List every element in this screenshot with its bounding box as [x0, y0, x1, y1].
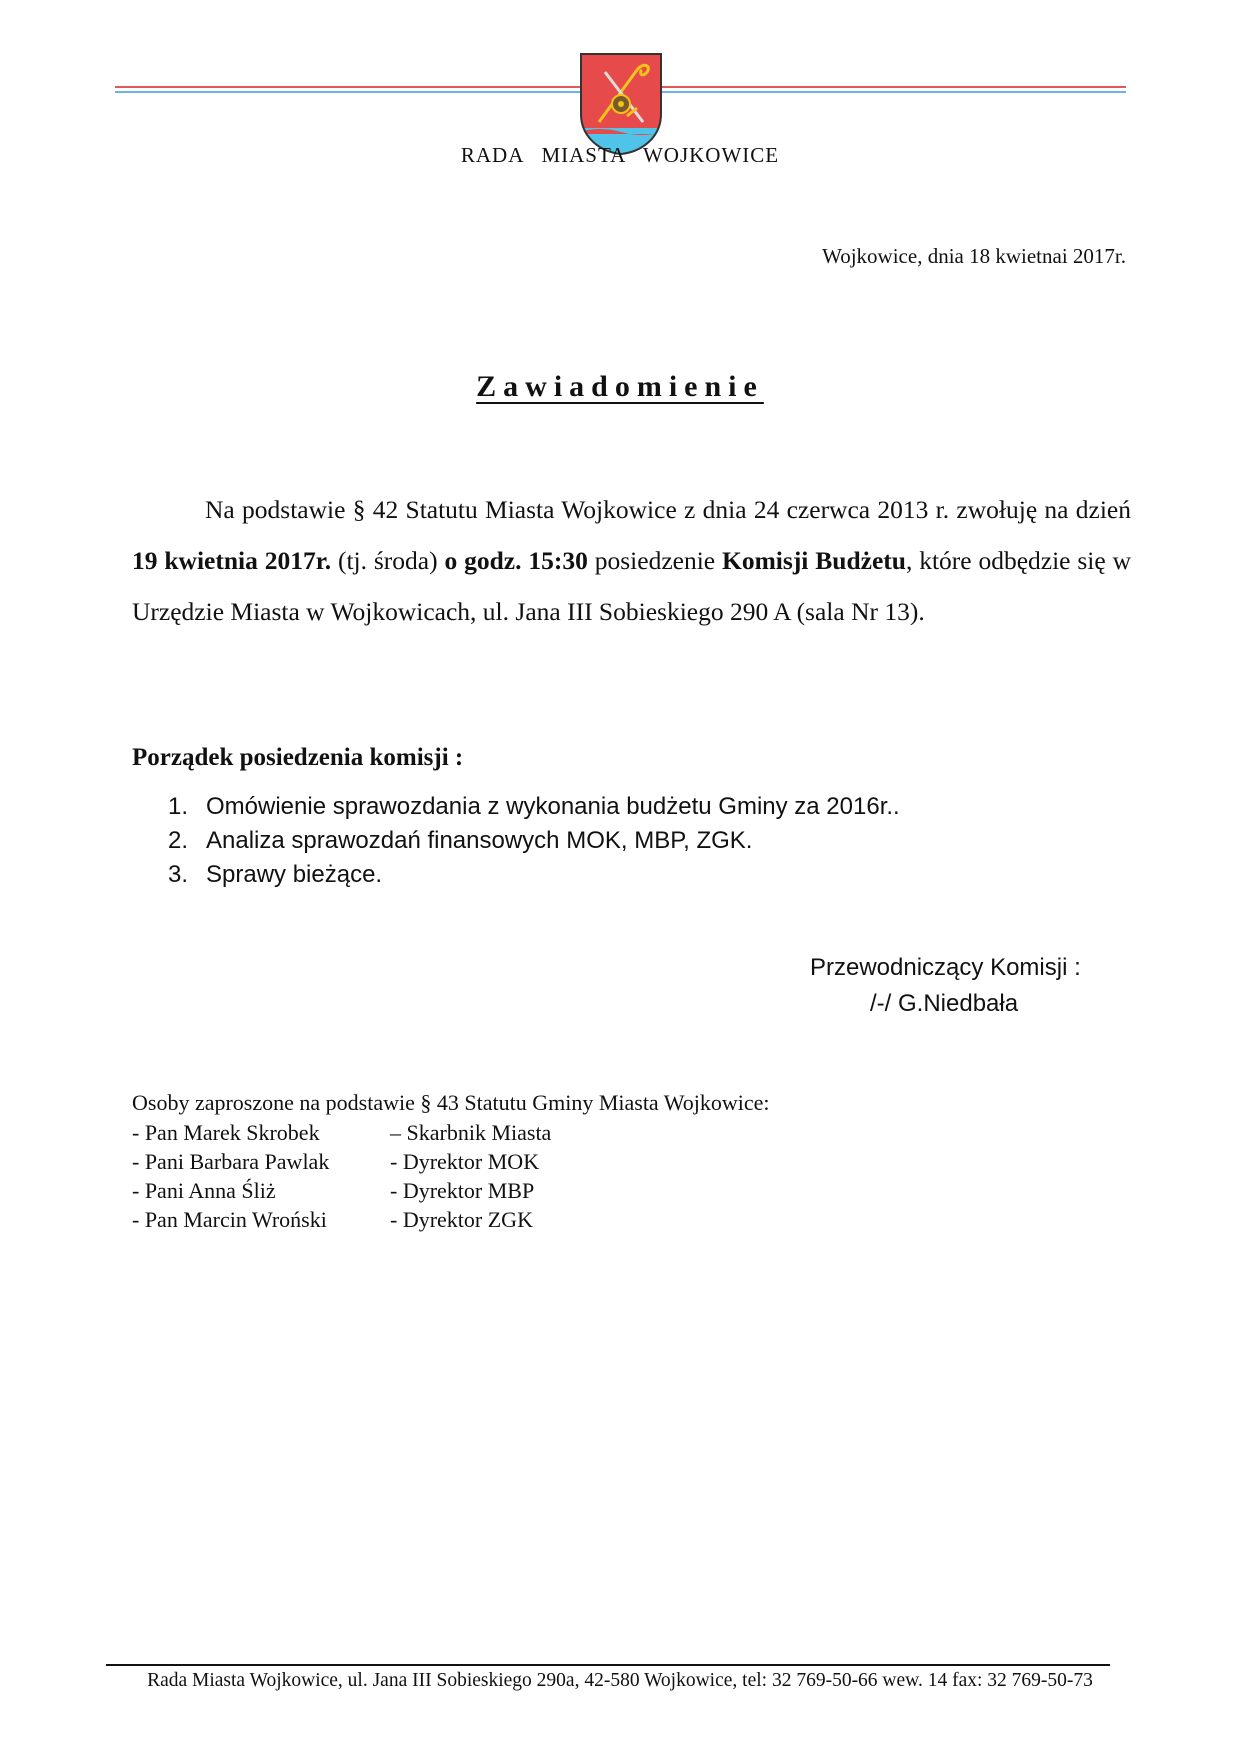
invited-row [132, 1118, 551, 1147]
invited-list [132, 1118, 551, 1234]
invited-heading: Osoby zaproszone na podstawie § 43 Statutu Gminy Miasta Wojkowice: [132, 1090, 770, 1115]
organization-name: RADA MIASTA WOJKOWICE [460, 143, 780, 167]
agenda-item [168, 790, 900, 824]
meeting-date: 19 kwietnia 2017r. [132, 546, 332, 575]
document-title [0, 370, 1240, 404]
footer-divider [106, 1664, 1110, 1666]
invited-role: - Dyrektor ZGK [390, 1207, 533, 1232]
agenda-list [168, 790, 900, 892]
agenda-item-text: Sprawy bieżące. [206, 861, 383, 888]
invited-name: - Pan Marcin Wroński [132, 1207, 327, 1232]
agenda-item-number: 1. [168, 793, 189, 820]
paragraph-part-2: (tj. środa) [331, 546, 445, 575]
date-line: Wojkowice, dnia 18 kwietnai 2017r. [822, 244, 1126, 268]
signature-name: /-/ G.Niedbała [870, 990, 1019, 1017]
signature-role: Przewodniczący Komisji : [810, 954, 1081, 981]
invited-role: - Dyrektor MOK [390, 1149, 540, 1174]
meeting-time: o godz. 15:30 [444, 546, 588, 575]
signature-block [810, 950, 1081, 1022]
invited-name: - Pani Barbara Pawlak [132, 1149, 330, 1174]
notice-paragraph [132, 484, 1131, 637]
coat-of-arms-icon [579, 52, 663, 156]
paragraph-part-4: , które odbędzie się w Urzędzie Miasta w Wojkowicach, ul. Jana III Sobieskiego 290 A (sala Nr 13). [132, 546, 1131, 626]
agenda-item [168, 858, 900, 892]
committee-name: Komisji Budżetu [721, 546, 906, 575]
agenda-item-number: 3. [168, 861, 189, 888]
invited-row [132, 1147, 551, 1176]
agenda-item-text: Analiza sprawozdań finansowych MOK, MBP, ZGK. [206, 827, 753, 854]
paragraph-part-3: posiedzenie [587, 546, 722, 575]
agenda-item-number: 2. [168, 827, 189, 854]
document-title-text: Zawiadomienie [476, 370, 764, 403]
invited-row [132, 1176, 551, 1205]
invited-name: - Pani Anna Śliż [132, 1178, 276, 1203]
paragraph-part-1: Na podstawie § 42 Statutu Miasta Wojkowice z dnia 24 czerwca 2013 r. zwołuję na dzień [205, 495, 1131, 524]
invited-role: – Skarbnik Miasta [390, 1120, 552, 1145]
footer-address: Rada Miasta Wojkowice, ul. Jana III Sobieskiego 290a, 42-580 Wojkowice, tel: 32 769-50-66 wew. 14 fax: 32 769-50-73 [147, 1670, 1093, 1691]
invited-name: - Pan Marek Skrobek [132, 1120, 320, 1145]
agenda-heading: Porządek posiedzenia komisji : [132, 744, 464, 771]
agenda-item [168, 824, 900, 858]
invited-row [132, 1205, 551, 1234]
invited-role: - Dyrektor MBP [390, 1178, 535, 1203]
agenda-item-text: Omówienie sprawozdania z wykonania budżetu Gminy za 2016r.. [206, 793, 900, 820]
